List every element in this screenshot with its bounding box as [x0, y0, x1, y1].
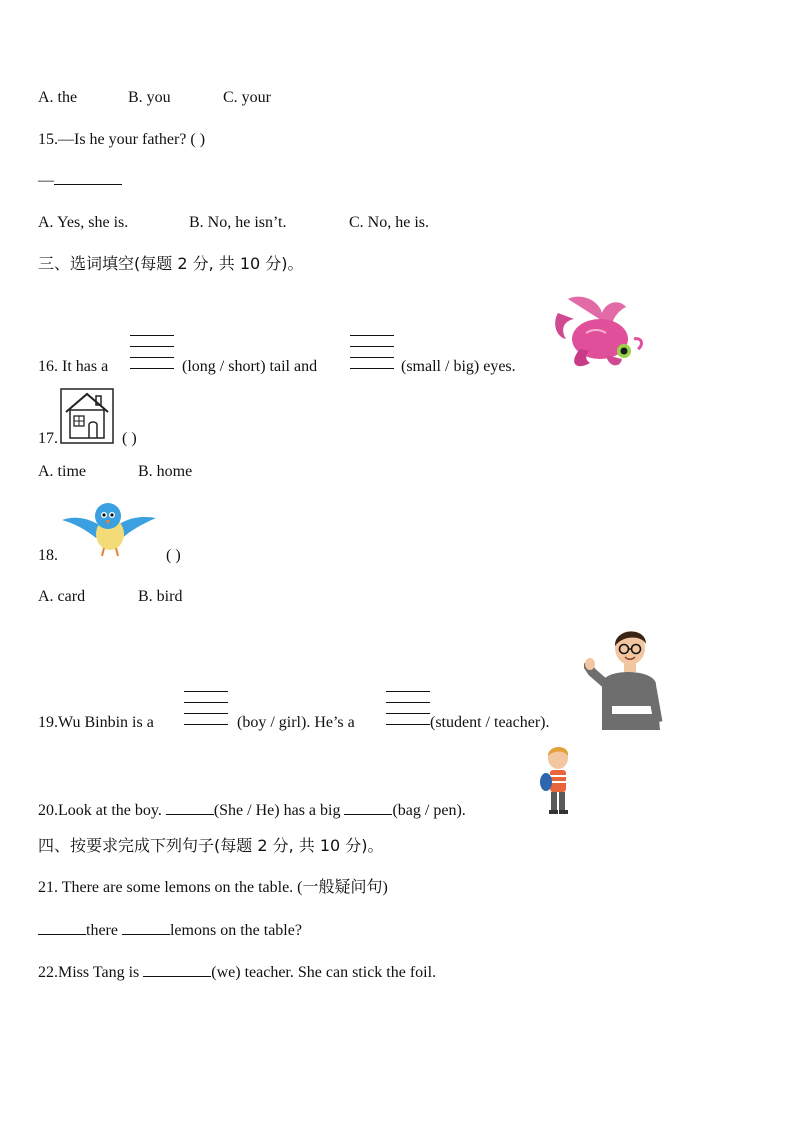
q14-option-c: C. your — [223, 89, 271, 106]
q22-part-a: 22.Miss Tang is — [38, 964, 140, 981]
q20-part-b: (She / He) has a big — [213, 802, 341, 819]
q17-number: 17. — [38, 430, 58, 447]
q21-blank-2[interactable] — [122, 920, 170, 935]
q15-stem: 15.—Is he your father? ( ) — [38, 131, 206, 148]
q15-blank[interactable] — [54, 170, 122, 185]
q14-option-b: B. you — [128, 89, 171, 106]
q18-answer-paren[interactable]: ( ) — [166, 547, 181, 564]
q19-middle: (boy / girl). He’s a — [237, 714, 355, 731]
house-picture — [60, 388, 114, 444]
q14-option-a: A. the — [38, 89, 78, 106]
q18-option-a: A. card — [38, 588, 86, 605]
q15-option-b: B. No, he isn’t. — [189, 214, 287, 231]
q15-answer-line — [38, 170, 122, 191]
q15-dash: — — [38, 172, 54, 189]
q22-part-b: (we) teacher. She can stick the foil. — [211, 964, 437, 981]
q18-number: 18. — [38, 547, 58, 564]
q16-suffix: (small / big) eyes. — [401, 358, 516, 375]
q21-stem: 21. There are some lemons on the table. (一般疑问句) — [38, 879, 388, 896]
q22-blank[interactable] — [143, 962, 211, 977]
q20-part-a: 20.Look at the boy. — [38, 802, 162, 819]
q21-blank-1[interactable] — [38, 920, 86, 935]
boy-picture — [538, 744, 576, 816]
q17-option-a: A. time — [38, 463, 86, 480]
q22-line — [38, 962, 436, 983]
goldfish-picture — [550, 293, 646, 371]
q19-blank-1[interactable] — [184, 691, 228, 727]
q19-prefix: 19.Wu Binbin is a — [38, 714, 154, 731]
q19-suffix: (student / teacher). — [430, 714, 550, 731]
q15-option-a: A. Yes, she is. — [38, 214, 129, 231]
q20-blank-2[interactable] — [344, 800, 392, 815]
q16-blank-2[interactable] — [350, 335, 394, 371]
q21-part-b: there — [86, 922, 118, 939]
q17-option-b: B. home — [138, 463, 193, 480]
q16-prefix: 16. It has a — [38, 358, 109, 375]
q16-blank-1[interactable] — [130, 335, 174, 371]
q20-blank-1[interactable] — [166, 800, 214, 815]
q16-middle: (long / short) tail and — [182, 358, 318, 375]
q19-blank-2[interactable] — [386, 691, 430, 727]
q20-part-c: (bag / pen). — [392, 802, 466, 819]
q17-answer-paren[interactable]: ( ) — [122, 430, 137, 447]
q21-part-c: lemons on the table? — [169, 922, 302, 939]
q21-answer-line — [38, 920, 302, 941]
q20-line — [38, 800, 466, 821]
section-4-heading: 四、按要求完成下列句子(每题 2 分, 共 10 分)。 — [38, 836, 384, 855]
q15-option-c: C. No, he is. — [349, 214, 429, 231]
teacher-picture — [584, 622, 672, 730]
bird-picture — [60, 498, 158, 562]
section-3-heading: 三、选词填空(每题 2 分, 共 10 分)。 — [38, 254, 304, 273]
q18-option-b: B. bird — [138, 588, 183, 605]
